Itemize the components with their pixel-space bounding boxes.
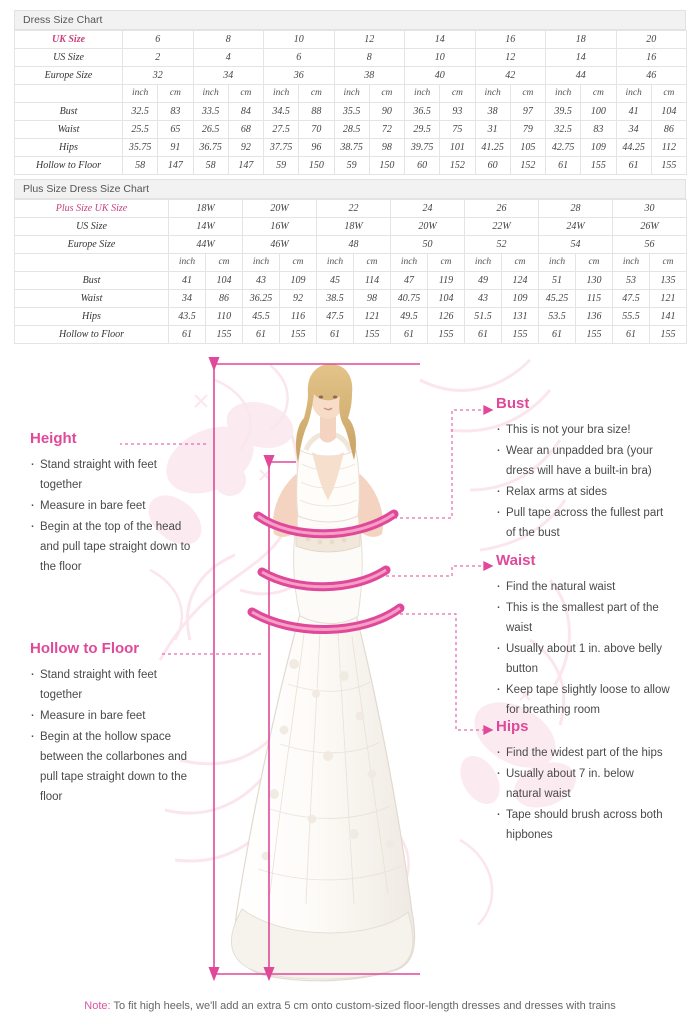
row-label: Bust bbox=[15, 103, 123, 121]
row-label: US Size bbox=[15, 49, 123, 67]
cell: 43 bbox=[243, 272, 280, 290]
list-item: · Measure in bare feet bbox=[30, 706, 202, 726]
cell: 126 bbox=[428, 308, 465, 326]
cell: 39.5 bbox=[546, 103, 581, 121]
cell: 121 bbox=[354, 308, 391, 326]
cell: 65 bbox=[158, 121, 193, 139]
list-item: · Find the widest part of the hips bbox=[496, 743, 668, 763]
cell: 53 bbox=[613, 272, 650, 290]
cell: 45 bbox=[317, 272, 354, 290]
hips-tape-band bbox=[252, 608, 400, 630]
cell: cm bbox=[581, 85, 616, 103]
cell: 68 bbox=[228, 121, 263, 139]
dress-size-chart-table bbox=[14, 30, 687, 175]
cell: 150 bbox=[299, 157, 334, 175]
cell: 34 bbox=[169, 290, 206, 308]
cell: inch bbox=[539, 254, 576, 272]
cell: inch bbox=[546, 85, 581, 103]
cell: 141 bbox=[650, 308, 687, 326]
table-row bbox=[15, 290, 687, 308]
row-label: Hips bbox=[15, 139, 123, 157]
cell: inch bbox=[169, 254, 206, 272]
cell: 49.5 bbox=[391, 308, 428, 326]
cell: 59 bbox=[334, 157, 369, 175]
cell: 150 bbox=[369, 157, 404, 175]
cell: 22W bbox=[465, 218, 539, 236]
cell: 22 bbox=[317, 200, 391, 218]
bust-tape-band bbox=[258, 514, 394, 534]
cell: 6 bbox=[123, 31, 194, 49]
cell: 32 bbox=[123, 67, 194, 85]
cell: 16 bbox=[616, 49, 687, 67]
row-label: Hollow to Floor bbox=[15, 326, 169, 344]
dress-size-chart-block bbox=[14, 10, 686, 175]
annotation-waist-list bbox=[496, 577, 672, 720]
cell: 121 bbox=[650, 290, 687, 308]
cell: 42.75 bbox=[546, 139, 581, 157]
cell: 31 bbox=[475, 121, 510, 139]
dress-size-chart-title: Dress Size Chart bbox=[14, 10, 686, 30]
cell: 60 bbox=[405, 157, 440, 175]
cell: 20W bbox=[391, 218, 465, 236]
cell: cm bbox=[651, 85, 686, 103]
table-row bbox=[15, 272, 687, 290]
row-label: UK Size bbox=[15, 31, 123, 49]
cell: cm bbox=[510, 85, 545, 103]
list-item: · Pull tape across the fullest part of the bust bbox=[496, 503, 668, 543]
plus-size-chart-table bbox=[14, 199, 687, 344]
list-item: · Wear an unpadded bra (your dress will have a built-in bra) bbox=[496, 441, 668, 481]
list-item: · Begin at the hollow space between the collarbones and pull tape straight down to the floor bbox=[30, 727, 202, 807]
cell: 30 bbox=[613, 200, 687, 218]
cell: 104 bbox=[428, 290, 465, 308]
table-row-units bbox=[15, 85, 687, 103]
cell: 20 bbox=[616, 31, 687, 49]
cell: 86 bbox=[206, 290, 243, 308]
cell: 40 bbox=[405, 67, 476, 85]
annotation-hips-list bbox=[496, 743, 668, 845]
cell: 51.5 bbox=[465, 308, 502, 326]
cell: inch bbox=[465, 254, 502, 272]
cell: 44W bbox=[169, 236, 243, 254]
annotation-height bbox=[30, 430, 200, 578]
annotation-waist-title: Waist bbox=[496, 552, 536, 569]
annotation-bust-title: Bust bbox=[496, 395, 530, 412]
cell: 14 bbox=[546, 49, 617, 67]
table-row bbox=[15, 103, 687, 121]
list-item: · Tape should brush across both hipbones bbox=[496, 805, 668, 845]
cell: cm bbox=[369, 85, 404, 103]
cell: 40.75 bbox=[391, 290, 428, 308]
cell: 34 bbox=[193, 67, 264, 85]
cell: inch bbox=[243, 254, 280, 272]
row-label: Hollow to Floor bbox=[15, 157, 123, 175]
cell: 43.5 bbox=[169, 308, 206, 326]
cell: cm bbox=[228, 85, 263, 103]
cell: 61 bbox=[169, 326, 206, 344]
cell: 83 bbox=[158, 103, 193, 121]
cell: cm bbox=[280, 254, 317, 272]
cell: cm bbox=[354, 254, 391, 272]
annotation-height-list bbox=[30, 455, 200, 577]
cell: inch bbox=[616, 85, 651, 103]
list-item: · Measure in bare feet bbox=[30, 496, 200, 516]
cell: 18W bbox=[317, 218, 391, 236]
cell: 8 bbox=[193, 31, 264, 49]
table-row bbox=[15, 236, 687, 254]
cell: 43 bbox=[465, 290, 502, 308]
cell: 47.5 bbox=[317, 308, 354, 326]
cell: 112 bbox=[651, 139, 686, 157]
cell: 36.75 bbox=[193, 139, 228, 157]
cell: 44 bbox=[546, 67, 617, 85]
cell: cm bbox=[206, 254, 243, 272]
cell: 34 bbox=[616, 121, 651, 139]
row-label: Hips bbox=[15, 308, 169, 326]
cell: 155 bbox=[650, 326, 687, 344]
measurement-illustration bbox=[0, 340, 700, 1000]
row-label: Waist bbox=[15, 290, 169, 308]
cell: 27.5 bbox=[264, 121, 299, 139]
cell: inch bbox=[193, 85, 228, 103]
cell: 109 bbox=[280, 272, 317, 290]
cell: 25.5 bbox=[123, 121, 158, 139]
cell: 119 bbox=[428, 272, 465, 290]
cell: 41 bbox=[616, 103, 651, 121]
cell: 37.75 bbox=[264, 139, 299, 157]
cell: 155 bbox=[280, 326, 317, 344]
cell: cm bbox=[158, 85, 193, 103]
cell: 155 bbox=[354, 326, 391, 344]
cell: 152 bbox=[510, 157, 545, 175]
cell: 18 bbox=[546, 31, 617, 49]
row-label: Europe Size bbox=[15, 236, 169, 254]
plus-size-dress-chart-block bbox=[14, 179, 686, 344]
cell: 42 bbox=[475, 67, 546, 85]
cell: 36 bbox=[264, 67, 335, 85]
waist-tape-band bbox=[262, 570, 386, 587]
cell: 8 bbox=[334, 49, 405, 67]
footer-note-text: To fit high heels, we'll add an extra 5 cm onto custom-sized floor-length dresses and dresses with trains bbox=[113, 1000, 616, 1012]
cell: 147 bbox=[158, 157, 193, 175]
table-row bbox=[15, 49, 687, 67]
cell: 147 bbox=[228, 157, 263, 175]
cell: 61 bbox=[613, 326, 650, 344]
annotation-hips-title: Hips bbox=[496, 718, 529, 735]
cell: 10 bbox=[264, 31, 335, 49]
cell: 4 bbox=[193, 49, 264, 67]
cell: 98 bbox=[354, 290, 391, 308]
cell: 32.5 bbox=[123, 103, 158, 121]
cell: 124 bbox=[502, 272, 539, 290]
row-label bbox=[15, 254, 169, 272]
list-item: · Begin at the top of the head and pull tape straight down to the floor bbox=[30, 517, 200, 577]
cell: inch bbox=[405, 85, 440, 103]
cell: 24 bbox=[391, 200, 465, 218]
cell: inch bbox=[391, 254, 428, 272]
cell: 46 bbox=[616, 67, 687, 85]
annotation-hollow-to-floor-title: Hollow to Floor bbox=[30, 640, 140, 657]
cell: 61 bbox=[616, 157, 651, 175]
cell: 24W bbox=[539, 218, 613, 236]
cell: 131 bbox=[502, 308, 539, 326]
cell: 60 bbox=[475, 157, 510, 175]
cell: 12 bbox=[475, 49, 546, 67]
cell: cm bbox=[299, 85, 334, 103]
cell: 26.5 bbox=[193, 121, 228, 139]
cell: 28.5 bbox=[334, 121, 369, 139]
list-item: · Stand straight with feet together bbox=[30, 455, 200, 495]
footer-note bbox=[0, 1000, 700, 1012]
cell: 152 bbox=[440, 157, 475, 175]
table-row bbox=[15, 121, 687, 139]
cell: 92 bbox=[280, 290, 317, 308]
annotation-hollow-to-floor-list bbox=[30, 665, 202, 807]
cell: 155 bbox=[428, 326, 465, 344]
cell: 48 bbox=[317, 236, 391, 254]
cell: 38.75 bbox=[334, 139, 369, 157]
cell: 56 bbox=[613, 236, 687, 254]
cell: 12 bbox=[334, 31, 405, 49]
cell: 35.75 bbox=[123, 139, 158, 157]
cell: 41.25 bbox=[475, 139, 510, 157]
cell: 109 bbox=[502, 290, 539, 308]
cell: 101 bbox=[440, 139, 475, 157]
table-row bbox=[15, 200, 687, 218]
footer-note-label: Note: bbox=[84, 1000, 111, 1012]
cell: 104 bbox=[651, 103, 686, 121]
cell: 46W bbox=[243, 236, 317, 254]
cell: 18W bbox=[169, 200, 243, 218]
cell: 105 bbox=[510, 139, 545, 157]
cell: inch bbox=[317, 254, 354, 272]
cell: 61 bbox=[391, 326, 428, 344]
list-item: · Find the natural waist bbox=[496, 577, 672, 597]
cell: 155 bbox=[581, 157, 616, 175]
cell: 58 bbox=[193, 157, 228, 175]
cell: 10 bbox=[405, 49, 476, 67]
row-label: Plus Size UK Size bbox=[15, 200, 169, 218]
cell: 52 bbox=[465, 236, 539, 254]
row-label: US Size bbox=[15, 218, 169, 236]
cell: 61 bbox=[465, 326, 502, 344]
cell: 34.5 bbox=[264, 103, 299, 121]
cell: 16 bbox=[475, 31, 546, 49]
cell: cm bbox=[440, 85, 475, 103]
cell: 36.5 bbox=[405, 103, 440, 121]
cell: 54 bbox=[539, 236, 613, 254]
cell: 109 bbox=[581, 139, 616, 157]
annotation-bust-list bbox=[496, 420, 668, 543]
cell: 55.5 bbox=[613, 308, 650, 326]
cell: 58 bbox=[123, 157, 158, 175]
cell: 51 bbox=[539, 272, 576, 290]
cell: 72 bbox=[369, 121, 404, 139]
cell: 110 bbox=[206, 308, 243, 326]
cell: 61 bbox=[243, 326, 280, 344]
cell: 14 bbox=[405, 31, 476, 49]
list-item: · Usually about 1 in. above belly button bbox=[496, 639, 672, 679]
table-row bbox=[15, 31, 687, 49]
cell: 97 bbox=[510, 103, 545, 121]
cell: 93 bbox=[440, 103, 475, 121]
cell: 20W bbox=[243, 200, 317, 218]
cell: inch bbox=[264, 85, 299, 103]
cell: inch bbox=[334, 85, 369, 103]
cell: 50 bbox=[391, 236, 465, 254]
cell: 92 bbox=[228, 139, 263, 157]
cell: cm bbox=[576, 254, 613, 272]
annotation-bust bbox=[496, 395, 668, 544]
cell: 38.5 bbox=[317, 290, 354, 308]
cell: 6 bbox=[264, 49, 335, 67]
list-item: · This is the smallest part of the waist bbox=[496, 598, 672, 638]
list-item: · Usually about 7 in. below natural waist bbox=[496, 764, 668, 804]
table-row bbox=[15, 157, 687, 175]
cell: 38 bbox=[475, 103, 510, 121]
cell: 155 bbox=[651, 157, 686, 175]
cell: 88 bbox=[299, 103, 334, 121]
annotation-hollow-to-floor bbox=[30, 640, 202, 808]
cell: 83 bbox=[581, 121, 616, 139]
row-label: Europe Size bbox=[15, 67, 123, 85]
cell: cm bbox=[428, 254, 465, 272]
cell: 33.5 bbox=[193, 103, 228, 121]
cell: cm bbox=[650, 254, 687, 272]
list-item: · Keep tape slightly loose to allow for breathing room bbox=[496, 680, 672, 720]
cell: inch bbox=[475, 85, 510, 103]
cell: 86 bbox=[651, 121, 686, 139]
annotation-height-title: Height bbox=[30, 430, 77, 447]
cell: 59 bbox=[264, 157, 299, 175]
cell: 61 bbox=[539, 326, 576, 344]
cell: 45.25 bbox=[539, 290, 576, 308]
cell: 84 bbox=[228, 103, 263, 121]
cell: 49 bbox=[465, 272, 502, 290]
cell: 155 bbox=[576, 326, 613, 344]
cell: 14W bbox=[169, 218, 243, 236]
cell: 70 bbox=[299, 121, 334, 139]
plus-size-chart-title: Plus Size Dress Size Chart bbox=[14, 179, 686, 199]
cell: 28 bbox=[539, 200, 613, 218]
cell: 32.5 bbox=[546, 121, 581, 139]
list-item: · Relax arms at sides bbox=[496, 482, 668, 502]
cell: 130 bbox=[576, 272, 613, 290]
list-item: · Stand straight with feet together bbox=[30, 665, 202, 705]
cell: 115 bbox=[576, 290, 613, 308]
cell: 26W bbox=[613, 218, 687, 236]
cell: cm bbox=[502, 254, 539, 272]
cell: 61 bbox=[546, 157, 581, 175]
cell: 35.5 bbox=[334, 103, 369, 121]
cell: 100 bbox=[581, 103, 616, 121]
cell: 36.25 bbox=[243, 290, 280, 308]
list-item: · This is not your bra size! bbox=[496, 420, 668, 440]
cell: 2 bbox=[123, 49, 194, 67]
cell: 96 bbox=[299, 139, 334, 157]
cell: 104 bbox=[206, 272, 243, 290]
cell: 79 bbox=[510, 121, 545, 139]
cell: 155 bbox=[206, 326, 243, 344]
row-label: Waist bbox=[15, 121, 123, 139]
cell: inch bbox=[123, 85, 158, 103]
cell: 91 bbox=[158, 139, 193, 157]
cell: 136 bbox=[576, 308, 613, 326]
cell: 155 bbox=[502, 326, 539, 344]
table-row-units bbox=[15, 254, 687, 272]
cell: 47 bbox=[391, 272, 428, 290]
annotation-waist bbox=[496, 552, 672, 721]
cell: 26 bbox=[465, 200, 539, 218]
cell: 114 bbox=[354, 272, 391, 290]
annotation-hips bbox=[496, 718, 668, 846]
cell: 47.5 bbox=[613, 290, 650, 308]
row-label bbox=[15, 85, 123, 103]
cell: 135 bbox=[650, 272, 687, 290]
cell: 29.5 bbox=[405, 121, 440, 139]
cell: 16W bbox=[243, 218, 317, 236]
table-row bbox=[15, 308, 687, 326]
row-label: Bust bbox=[15, 272, 169, 290]
table-row bbox=[15, 67, 687, 85]
cell: 75 bbox=[440, 121, 475, 139]
cell: 53.5 bbox=[539, 308, 576, 326]
cell: inch bbox=[613, 254, 650, 272]
table-row bbox=[15, 139, 687, 157]
cell: 116 bbox=[280, 308, 317, 326]
cell: 61 bbox=[317, 326, 354, 344]
cell: 41 bbox=[169, 272, 206, 290]
cell: 39.75 bbox=[405, 139, 440, 157]
cell: 44.25 bbox=[616, 139, 651, 157]
cell: 98 bbox=[369, 139, 404, 157]
cell: 45.5 bbox=[243, 308, 280, 326]
cell: 38 bbox=[334, 67, 405, 85]
cell: 90 bbox=[369, 103, 404, 121]
table-row bbox=[15, 218, 687, 236]
